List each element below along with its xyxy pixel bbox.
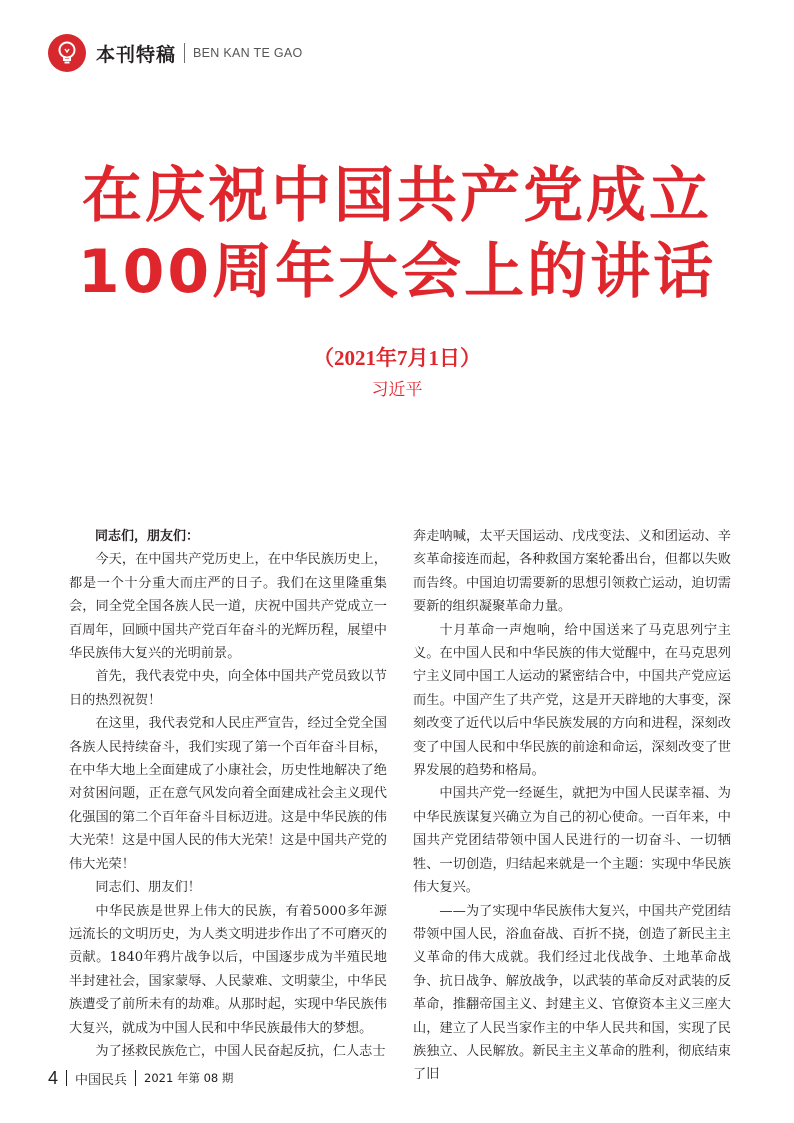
article-title-line-1: 在庆祝中国共产党成立	[82, 161, 712, 231]
section-title: 本刊特稿	[96, 43, 177, 66]
paragraph: ——为了实现中华民族伟大复兴，中国共产党团结带领中国人民，浴血奋战、百折不挠，创造了新民主主义革命的伟大成就。我们经过北伐战争、土地革命战争、抗日战争、解放战争，以武装的革命反对武装的反革命，推翻帝国主义、封建主义、官僚资本主义三座大山，建立了人民当家作主的中华人民共和国，实现了民族独立、人民解放。新民主主义革命的胜利，彻底结束了旧	[413, 903, 731, 1083]
paragraph: 为了拯救民族危亡，中国人民奋起反抗，仁人志士	[95, 1043, 386, 1059]
page-number: 4	[48, 1067, 59, 1088]
paragraph: 十月革命一声炮响，给中国送来了马克思列宁主义。在中国人民和中华民族的伟大觉醒中，在马克思列宁主义同中国工人运动的紧密结合中，中国共产党应运而生。中国产生了共产党，这是开天辟地的大事变，深刻改变了近代以后中华民族发展的方向和进程，深刻改变了中国人民和中华民族的前途和命运，深刻改变了世界发展的趋势和格局。	[413, 622, 731, 779]
paragraph: 同志们、朋友们！	[95, 880, 201, 896]
article-title-line-2: 100周年大会上的讲话	[77, 237, 717, 307]
paragraph: 中华民族是世界上伟大的民族，有着5000多年源远流长的文明历史，为人类文明进步作出了不可磨灭的贡献。1840年鸦片战争以后，中国逐步成为半殖民地半封建社会，国家蒙辱、人民蒙难、文明蒙尘，中华民族遭受了前所未有的劫难。从那时起，实现中华民族伟大复兴，就成为中国人民和中华民族最伟大的梦想。	[69, 903, 387, 1036]
section-title-pinyin: BEN KAN TE GAO	[193, 46, 303, 60]
paragraph: 在这里，我代表党和人民庄严宣告，经过全党全国各族人民持续奋斗，我们实现了第一个百年奋斗目标，在中华大地上全面建成了小康社会，历史性地解决了绝对贫困问题，正在意气风发向着全面建成社会主义现代化强国的第二个百年奋斗目标迈进。这是中华民族的伟大光荣！这是中国人民的伟大光荣！这是中国共产党的伟大光荣！	[69, 716, 387, 872]
paragraph: 今天，在中国共产党历史上，在中华民族历史上，都是一个十分重大而庄严的日子。我们在这里隆重集会，同全党全国各族人民一道，庆祝中国共产党成立一百周年，回顾中国共产党百年奋斗的光辉历程，展望中华民族伟大复兴的光明前景。	[69, 552, 387, 662]
body-column-right	[413, 525, 731, 1087]
issue-number: 2021 年第 08 期	[144, 1071, 234, 1085]
paragraph-continued: 奔走呐喊，太平天国运动、戊戌变法、义和团运动、辛亥革命接连而起，各种救国方案轮番出台，但都以失败而告终。中国迫切需要新的思想引领救亡运动，迫切需要新的组织凝聚革命力量。	[413, 529, 731, 615]
page-footer	[48, 1066, 233, 1090]
paragraph: 中国共产党一经诞生，就把为中国人民谋幸福、为中华民族谋复兴确立为自己的初心使命。一百年来，中国共产党团结带领中国人民进行的一切奋斗、一切牺牲、一切创造，归结起来就是一个主题：实现中华民族伟大复兴。	[413, 786, 731, 896]
article-date: （2021年7月1日）	[313, 346, 481, 370]
article-author: 习近平	[371, 380, 423, 400]
page-header	[48, 32, 303, 74]
section-divider	[184, 43, 185, 63]
body-column-left	[69, 525, 387, 1063]
footer-divider	[66, 1070, 67, 1086]
lightbulb-icon	[48, 34, 86, 72]
paragraph: 首先，我代表党中央，向全体中国共产党员致以节日的热烈祝贺！	[69, 669, 387, 708]
footer-divider	[135, 1070, 136, 1086]
magazine-name: 中国民兵	[75, 1072, 128, 1088]
greeting: 同志们，朋友们：	[95, 529, 200, 544]
